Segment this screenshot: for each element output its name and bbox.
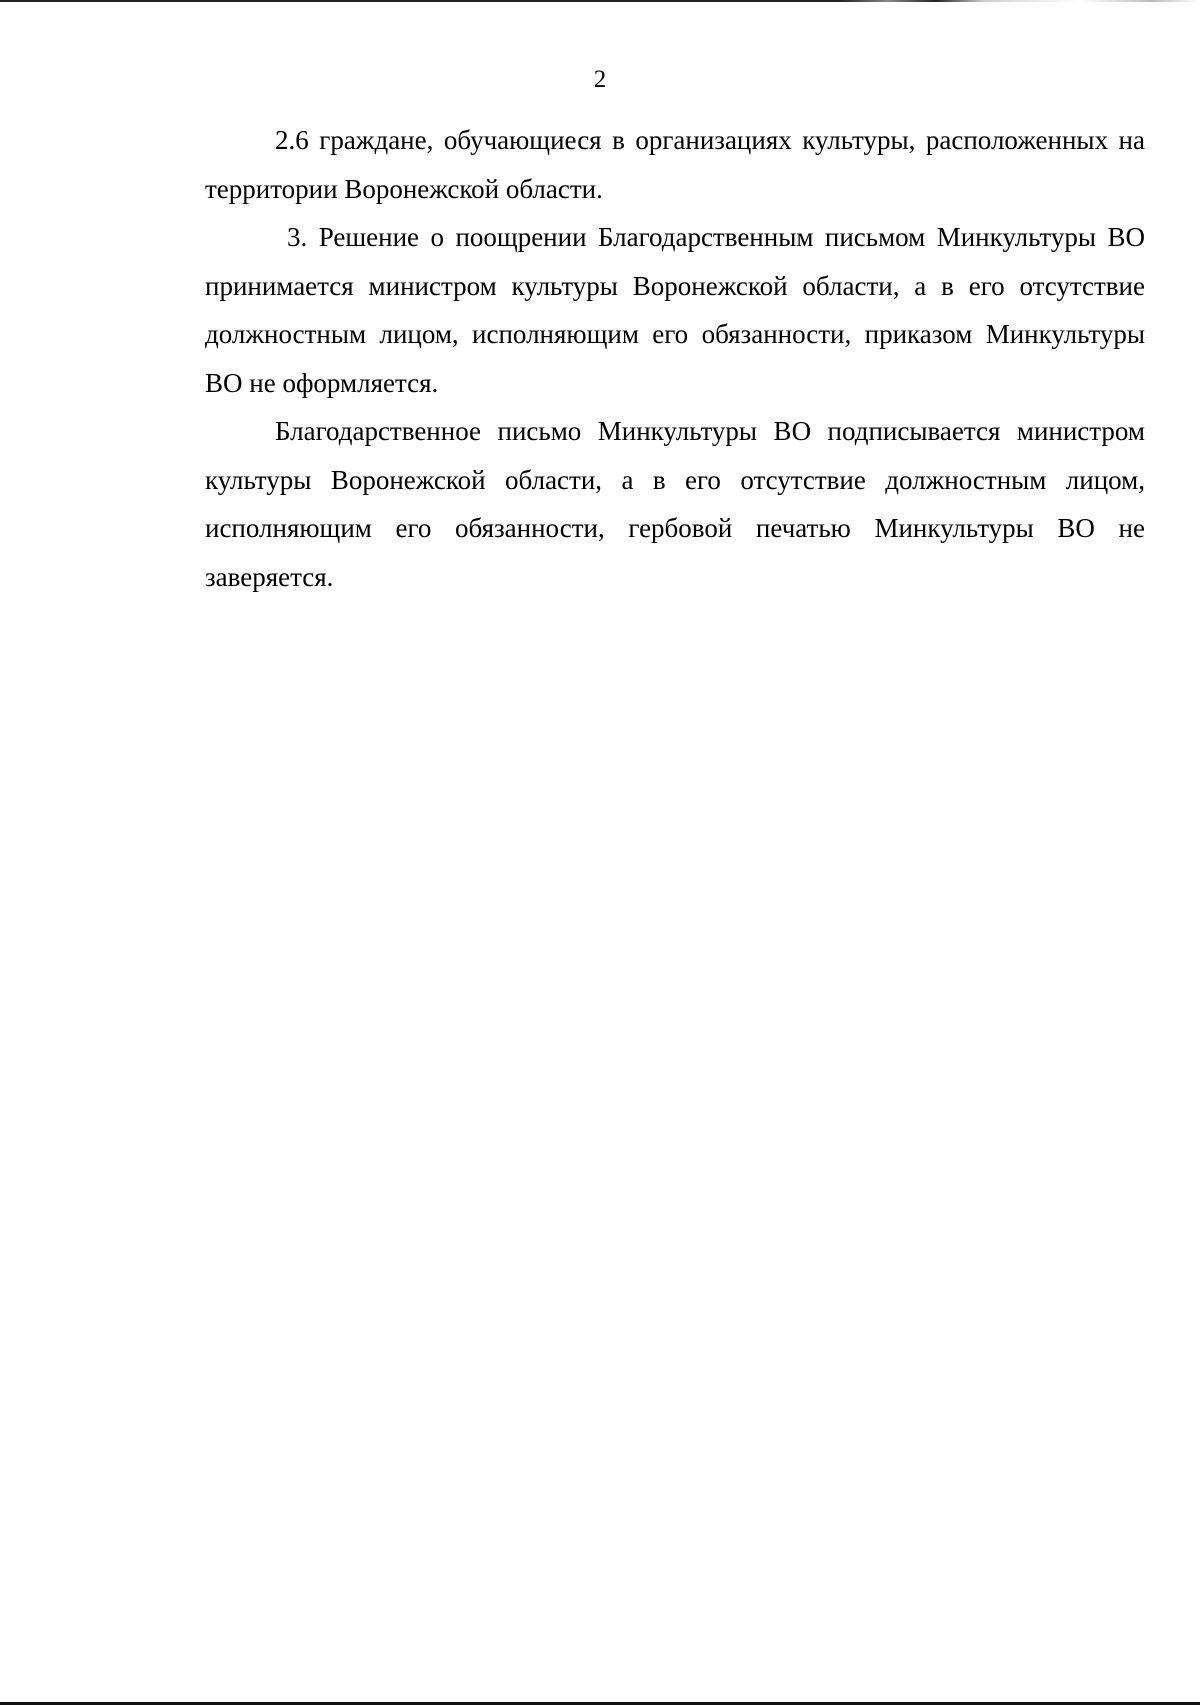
paragraph-3: 3. Решение о поощрении Благодарственным письмом Минкультуры ВО принимается министром культуры Воронежской области, а в его отсутствие должностным лицом, исполняющим его обязанности, приказом Минкультуры ВО не оформляется. xyxy=(205,222,1145,398)
scan-edge-top xyxy=(0,0,1200,2)
document-body xyxy=(205,116,1145,601)
page-number: 2 xyxy=(593,66,607,93)
paragraph-signature: Благодарственное письмо Минкультуры ВО подписывается министром культуры Воронежской области, а в его отсутствие должностным лицом, исполняющим его обязанности, гербовой печатью Минкультуры ВО не заверяется. xyxy=(205,416,1145,592)
paragraph-2-6: 2.6 граждане, обучающиеся в организациях культуры, расположенных на территории Воронежской области. xyxy=(205,125,1145,204)
